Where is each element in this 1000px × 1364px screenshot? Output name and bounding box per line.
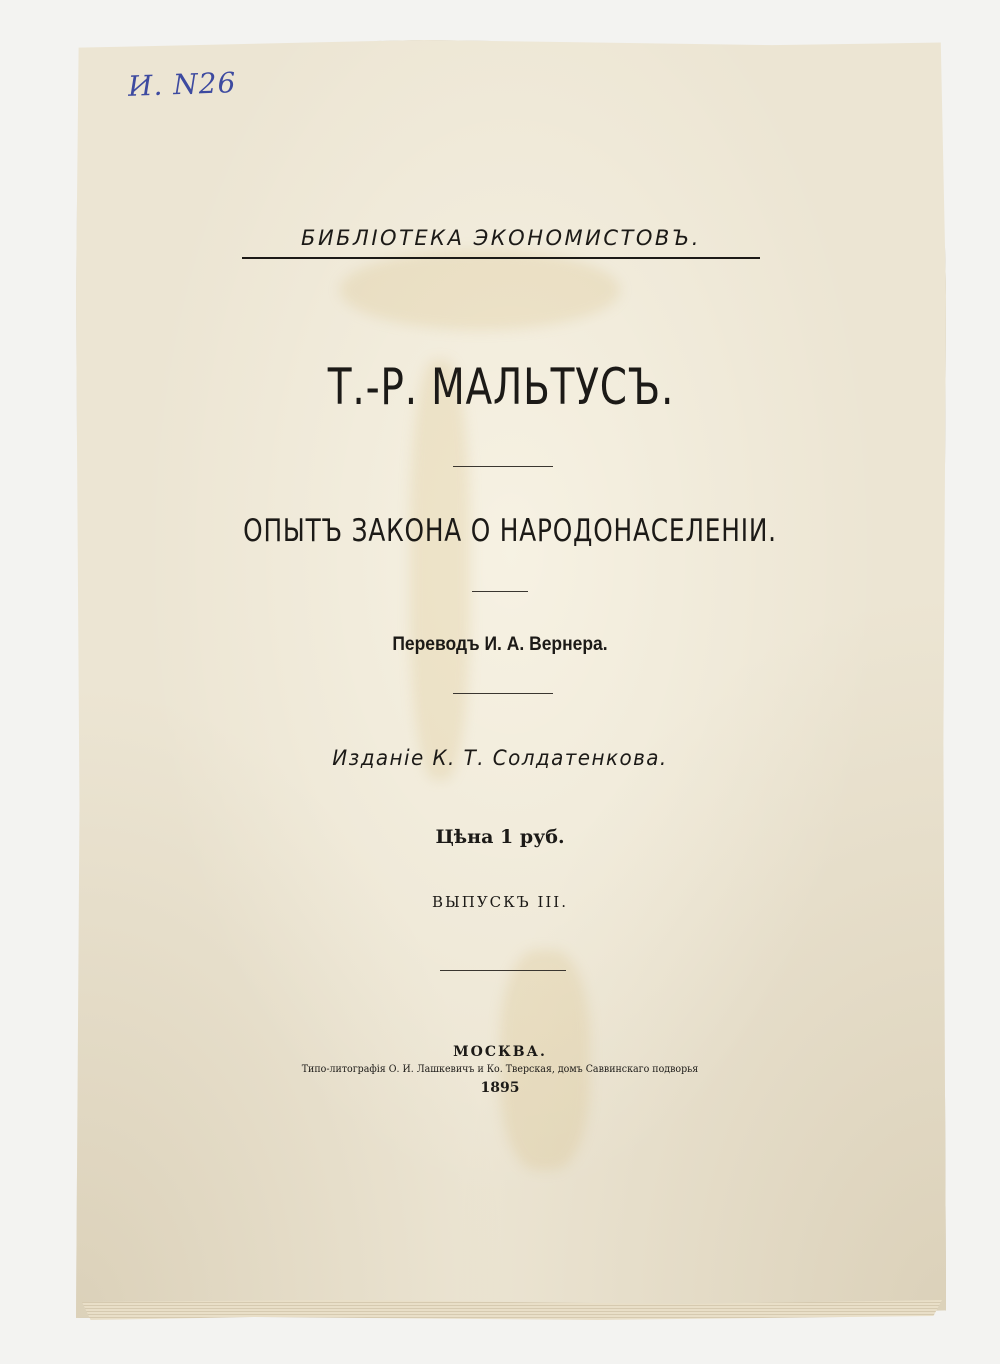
frayed-page-edges (82, 1300, 942, 1320)
translator-line: Переводъ И. А. Вернера. (392, 634, 608, 655)
divider-rule (472, 591, 528, 592)
author-name: Т.-Р. МАЛЬТУСЪ. (327, 358, 675, 416)
paper-stain (500, 950, 590, 1170)
series-rule-divider (242, 257, 760, 259)
price-line: Цѣна 1 руб. (435, 826, 565, 848)
divider-rule (453, 693, 553, 694)
issue-number: ВЫПУСКЪ III. (431, 893, 569, 911)
series-title: БИБЛIОТЕКА ЭКОНОМИСТОВЪ. (301, 226, 701, 250)
handwritten-inventory-note: И. N26 (127, 66, 237, 103)
imprint-printer: Типо-литографiя О. И. Лашкевичъ и Ко. Тверская, домъ Саввинскаго подворья (301, 1063, 699, 1075)
imprint-year: 1895 (480, 1080, 520, 1096)
imprint-city: МОСКВА. (453, 1044, 547, 1060)
publisher-line: Изданiе К. Т. Солдатенкова. (332, 746, 668, 770)
paper-stain (410, 360, 470, 780)
divider-rule (453, 466, 553, 467)
paper-stain (340, 250, 620, 330)
work-title: ОПЫТЪ ЗАКОНА О НАРОДОНАСЕЛЕНIИ. (243, 513, 777, 549)
divider-rule (440, 970, 566, 971)
